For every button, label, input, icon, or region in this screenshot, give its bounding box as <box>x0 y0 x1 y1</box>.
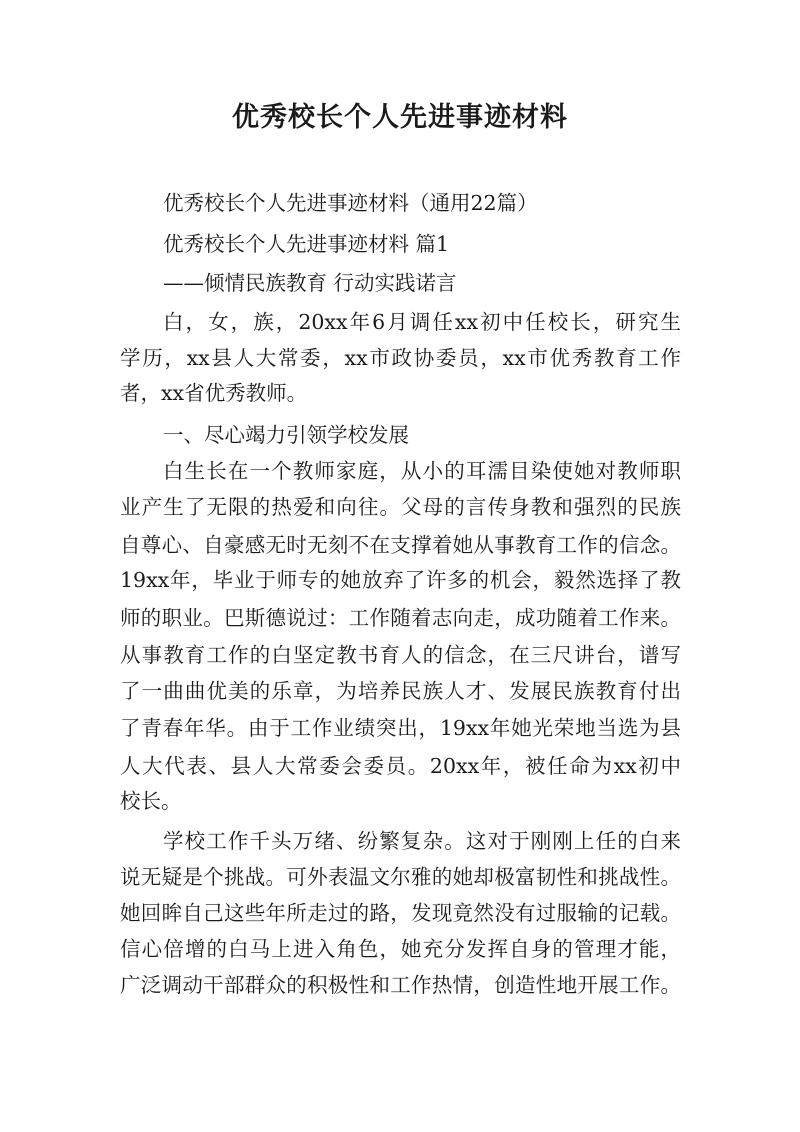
paragraph-line: 校长。 <box>120 789 182 813</box>
paragraph-line: 白，女，族，20xx年6月调任xx初中任校长，研究生 <box>163 310 681 334</box>
paragraph-line: 了青春年华。由于工作业绩突出，19xx年她光荣地当选为县 <box>120 716 681 740</box>
paragraph-line: 信心倍增的白马上进入角色，她充分发挥自身的管理才能， <box>120 937 681 961</box>
paragraph-line: 者，xx省优秀教师。 <box>120 381 308 405</box>
section-tagline: ——倾情民族教育 行动实践诺言 <box>163 271 457 295</box>
paragraph-line: 她回眸自己这些年所走过的路，发现竟然没有过服输的记载。 <box>120 901 681 925</box>
paragraph-line: 广泛调动干部群众的积极性和工作热情，创造性地开展工作。 <box>120 973 681 997</box>
paragraph-line: 师的职业。巴斯德说过：工作随着志向走，成功随着工作来。 <box>120 606 681 630</box>
paragraph-line: 白生长在一个教师家庭，从小的耳濡目染使她对教师职 <box>163 459 681 483</box>
paragraph-line: 说无疑是个挑战。可外表温文尔雅的她却极富韧性和挑战性。 <box>120 865 681 889</box>
paragraph-line: 人大代表、县人大常委会委员。20xx年，被任命为xx初中 <box>120 754 681 778</box>
paragraph-line: 业产生了无限的热爱和向往。父母的言传身教和强烈的民族 <box>120 495 681 519</box>
paragraph-line: 学历，xx县人大常委，xx市政协委员，xx市优秀教育工作 <box>120 346 681 370</box>
paragraph-line: 从事教育工作的白坚定教书育人的信念，在三尺讲台，谱写 <box>120 643 681 667</box>
paragraph-line: 19xx年，毕业于师专的她放弃了许多的机会，毅然选择了教 <box>120 568 681 592</box>
subtitle-line: 优秀校长个人先进事迹材料（通用22篇） <box>163 191 538 215</box>
section-heading: 一、尽心竭力引领学校发展 <box>163 423 409 447</box>
paragraph-line: 自尊心、自豪感无时无刻不在支撑着她从事教育工作的信念。 <box>120 533 681 557</box>
paragraph-line: 学校工作千头万绪、纷繁复杂。这对于刚刚上任的白来 <box>163 829 681 853</box>
section-heading: 优秀校长个人先进事迹材料 篇1 <box>163 232 450 256</box>
paragraph-line: 了一曲曲优美的乐章，为培养民族人才、发展民族教育付出 <box>120 679 681 703</box>
document-title: 优秀校长个人先进事迹材料 <box>232 102 568 133</box>
